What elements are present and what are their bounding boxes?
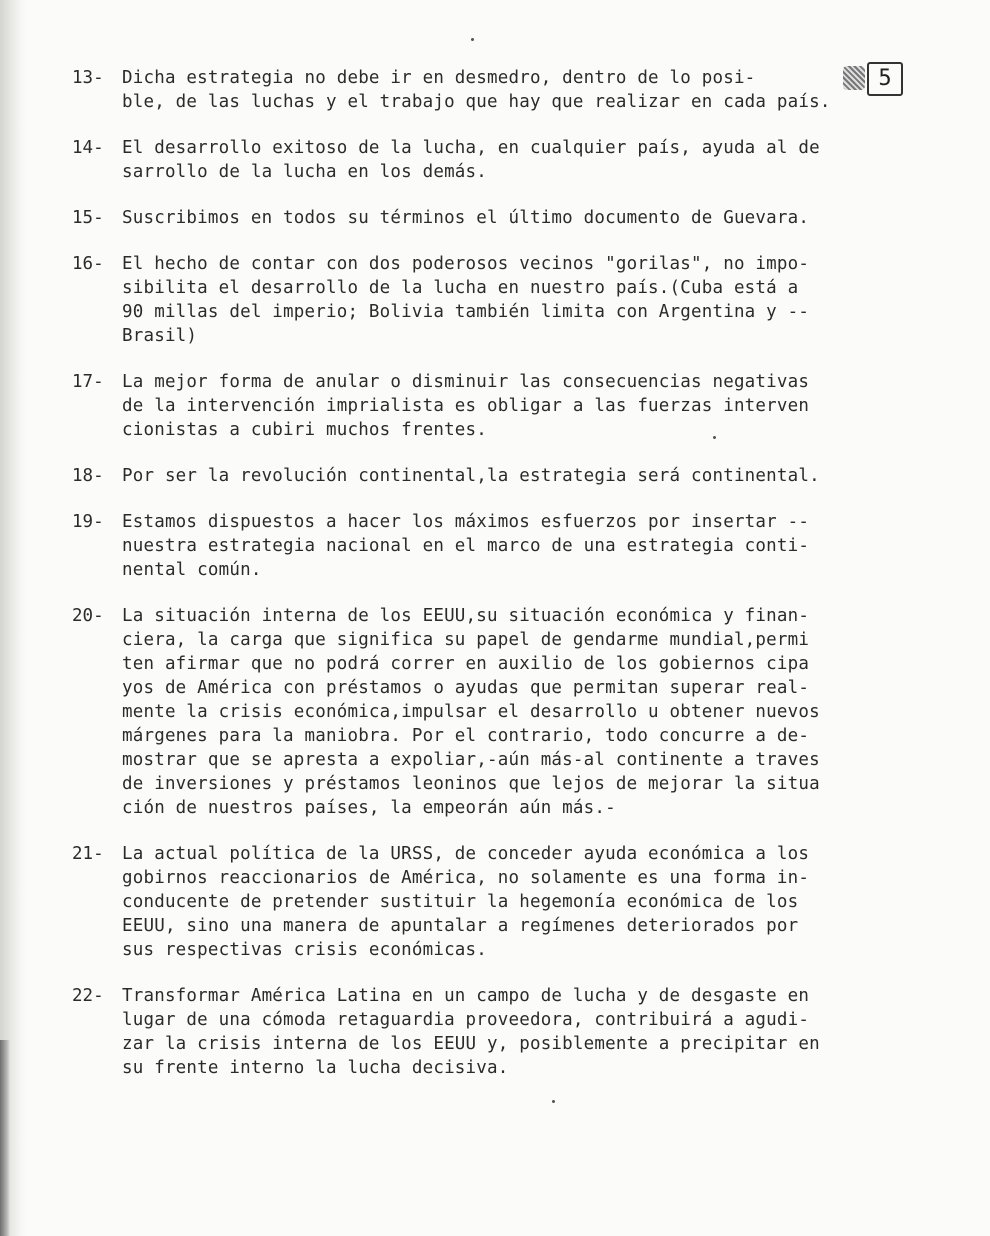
text-line: El desarrollo exitoso de la lucha, en cualquier país, ayuda al de — [122, 138, 820, 158]
text-line: EEUU, sino una manera de apuntalar a regímenes deteriorados por — [122, 916, 799, 936]
scan-speck — [471, 38, 474, 41]
text-line: sarrollo de la lucha en los demás. — [122, 162, 488, 182]
numbered-point — [72, 604, 922, 820]
point-number: 18- — [72, 466, 104, 486]
text-line: márgenes para la maniobra. Por el contrario, todo concurre a de- — [122, 726, 810, 746]
point-text — [122, 252, 922, 348]
text-line: ble, de las luchas y el trabajo que hay que realizar en cada país. — [122, 92, 831, 112]
text-line: yos de América con préstamos o ayudas que permitan superar real- — [122, 678, 810, 698]
text-line: de la intervención imprialista es obligar a las fuerzas interven — [122, 396, 810, 416]
text-line: sus respectivas crisis económicas. — [122, 940, 488, 960]
text-line: Dicha estrategia no debe ir en desmedro, dentro de lo posi- — [122, 68, 756, 88]
point-text — [122, 370, 922, 442]
text-line: Estamos dispuestos a hacer los máximos esfuerzos por insertar -- — [122, 512, 810, 532]
point-text — [122, 510, 922, 582]
point-number: 16- — [72, 254, 104, 274]
text-line: 90 millas del imperio; Bolivia también limita con Argentina y -- — [122, 302, 810, 322]
text-line: nuestra estrategia nacional en el marco de una estrategia conti- — [122, 536, 810, 556]
text-line: ten afirmar que no podrá correr en auxilio de los gobiernos cipa — [122, 654, 810, 674]
text-line: conducente de pretender sustituir la hegemonía económica de los — [122, 892, 799, 912]
text-line: La mejor forma de anular o disminuir las consecuencias negativas — [122, 372, 810, 392]
numbered-point — [72, 206, 922, 230]
numbered-point — [72, 464, 922, 488]
point-number: 15- — [72, 208, 104, 228]
text-line: mostrar que se apresta a expoliar,-aún más-al continente a traves — [122, 750, 820, 770]
point-text — [122, 464, 922, 488]
point-number: 13- — [72, 68, 104, 88]
point-number: 22- — [72, 986, 104, 1006]
text-line: Brasil) — [122, 326, 198, 346]
point-text — [122, 136, 922, 184]
text-line: cionistas a cubiri muchos frentes. — [122, 420, 488, 440]
text-line: lugar de una cómoda retaguardia proveedora, contribuirá a agudi- — [122, 1010, 810, 1030]
text-line: gobirnos reaccionarios de América, no solamente es una forma in- — [122, 868, 810, 888]
numbered-point — [72, 510, 922, 582]
text-line: La situación interna de los EEUU,su situación económica y finan- — [122, 606, 810, 626]
point-number: 17- — [72, 372, 104, 392]
numbered-point — [72, 370, 922, 442]
text-line: mente la crisis económica,impulsar el desarrollo u obtener nuevos — [122, 702, 820, 722]
text-line: Por ser la revolución continental,la estrategia será continental. — [122, 466, 820, 486]
point-text — [122, 66, 922, 114]
text-line: Transformar América Latina en un campo de lucha y de desgaste en — [122, 986, 810, 1006]
point-text — [122, 842, 922, 962]
text-line: El hecho de contar con dos poderosos vecinos "gorilas", no impo- — [122, 254, 810, 274]
text-line: su frente interno la lucha decisiva. — [122, 1058, 509, 1078]
point-text — [122, 604, 922, 820]
numbered-point — [72, 66, 922, 114]
scan-edge-dark — [0, 1040, 10, 1236]
text-line: zar la crisis interna de los EEUU y, posiblemente a precipitar en — [122, 1034, 820, 1054]
numbered-point — [72, 842, 922, 962]
numbered-point — [72, 136, 922, 184]
numbered-point — [72, 252, 922, 348]
point-number: 20- — [72, 606, 104, 626]
text-line: sibilita el desarrollo de la lucha en nuestro país.(Cuba está a — [122, 278, 799, 298]
page-number: 5 — [867, 62, 903, 96]
point-number: 21- — [72, 844, 104, 864]
point-number: 14- — [72, 138, 104, 158]
text-line: Suscribimos en todos su términos el último documento de Guevara. — [122, 208, 810, 228]
point-text — [122, 206, 922, 230]
numbered-points-list — [72, 66, 922, 1102]
point-text — [122, 984, 922, 1080]
text-line: nental común. — [122, 560, 262, 580]
text-line: ciera, la carga que significa su papel de gendarme mundial,permi — [122, 630, 810, 650]
text-line: La actual política de la URSS, de conceder ayuda económica a los — [122, 844, 810, 864]
point-number: 19- — [72, 512, 104, 532]
text-line: de inversiones y préstamos leoninos que lejos de mejorar la situa — [122, 774, 820, 794]
text-line: ción de nuestros países, la empeorán aún más.- — [122, 798, 616, 818]
numbered-point — [72, 984, 922, 1080]
